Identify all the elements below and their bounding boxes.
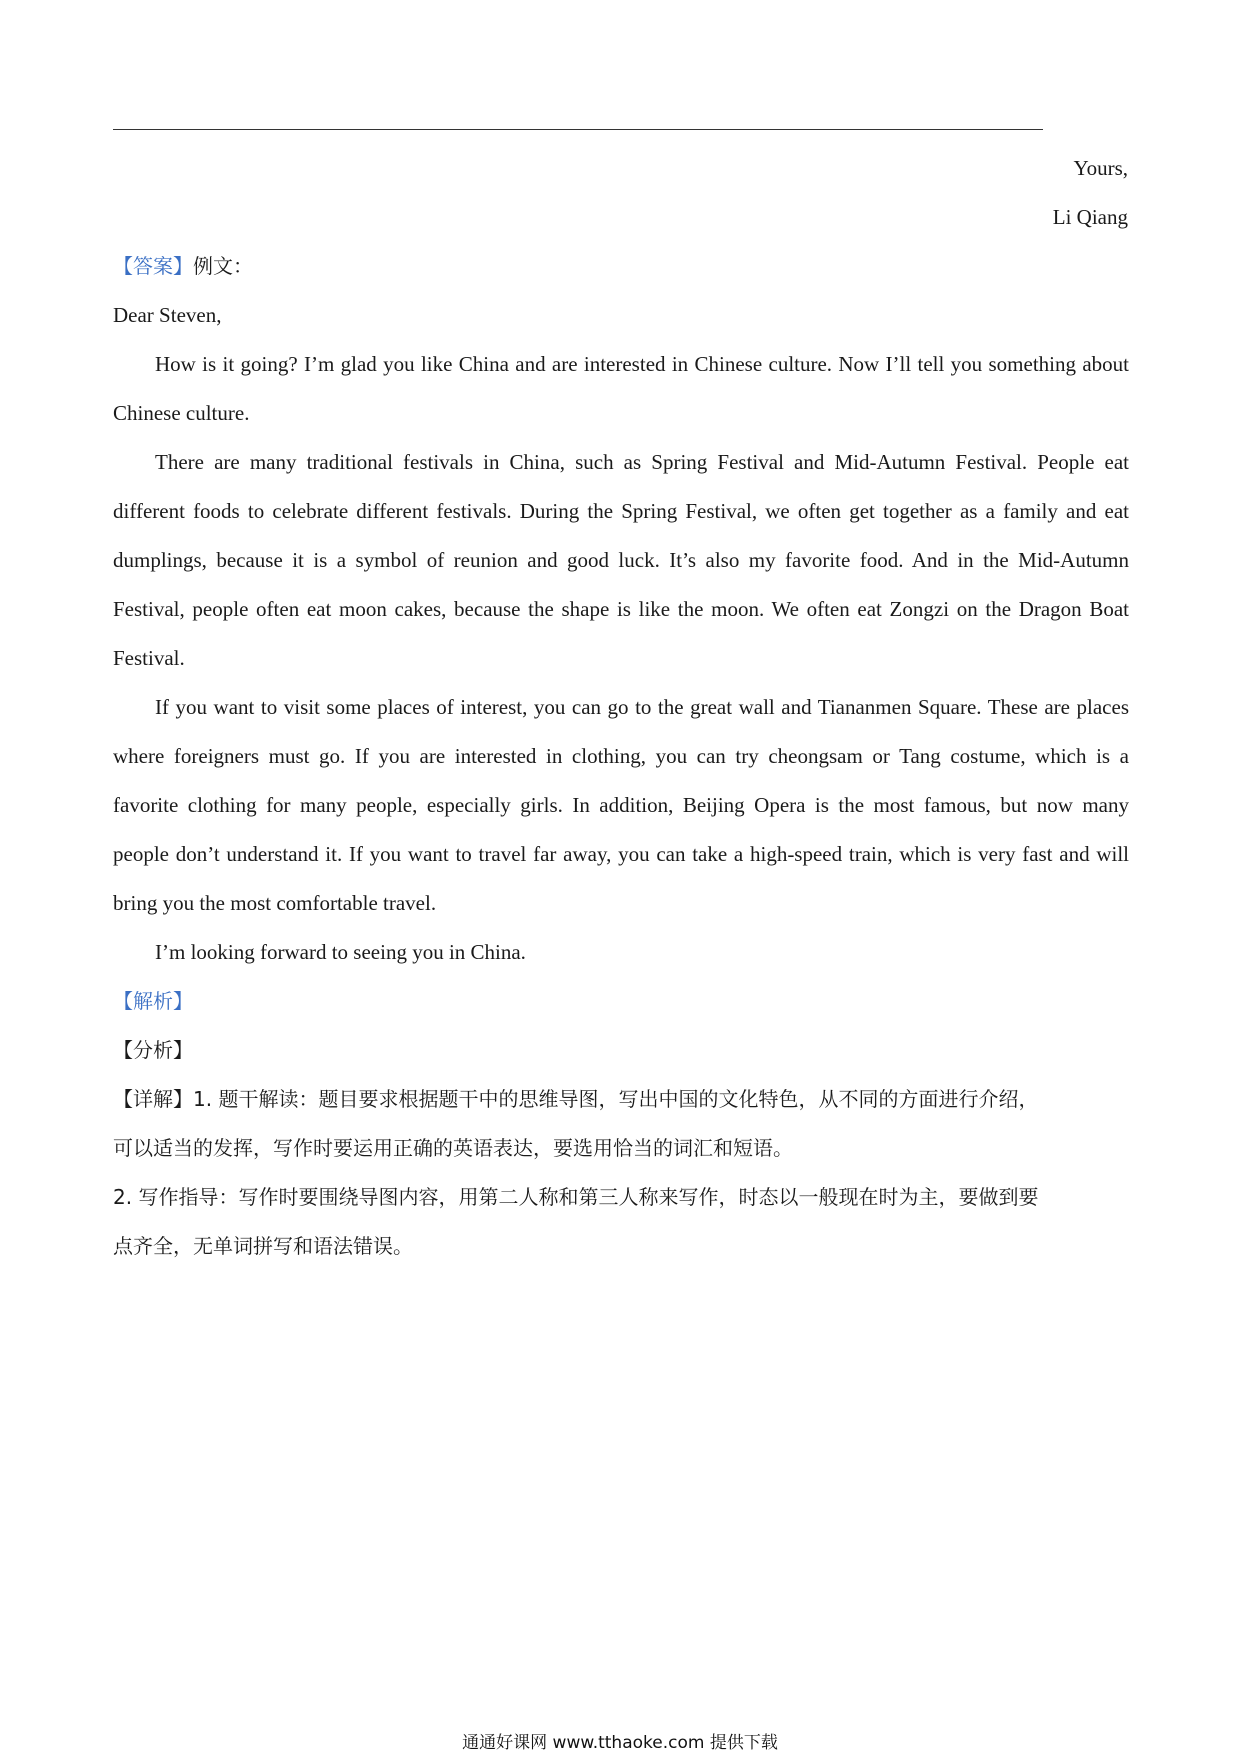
detail-label: 【详解】	[113, 1087, 193, 1111]
answer-line	[113, 129, 1043, 130]
essay-p1-line1: How is it going? I’m glad you like China and are interested in Chinese culture. Now I’ll tell you something about	[155, 352, 1129, 376]
essay-p2-line4: Festival, people often eat moon cakes, because the shape is like the moon. We often eat Zongzi on the Dragon Boat	[113, 597, 1129, 621]
essay-p4: I’m looking forward to seeing you in China.	[155, 940, 526, 964]
detail-line1	[113, 1087, 1129, 1111]
fenxi-label: 【分析】	[113, 1038, 193, 1062]
essay-p2-line1: There are many traditional festivals in China, such as Spring Festival and Mid-Autumn Festival. People eat	[155, 450, 1129, 474]
answer-label: 【答案】	[113, 254, 193, 278]
essay-p3-line1: If you want to visit some places of interest, you can go to the great wall and Tiananmen Square. These are places	[155, 695, 1129, 719]
closing-name: Li Qiang	[1052, 205, 1128, 229]
essay-p3-line2: where foreigners must go. If you are interested in clothing, you can try cheongsam or Tang costume, which is a	[113, 744, 1129, 768]
essay-p3-line4: people don’t understand it. If you want to travel far away, you can take a high-speed train, which is very fast and will	[113, 842, 1129, 866]
essay-p2-line3: dumplings, because it is a symbol of reunion and good luck. It’s also my favorite food. And in the Mid-Autumn	[113, 548, 1129, 572]
essay-p2-line5: Festival.	[113, 646, 185, 670]
detail-text: 1. 题干解读：题目要求根据题干中的思维导图，写出中国的文化特色，从不同的方面进行介绍，	[193, 1087, 1039, 1111]
essay-p3-line5: bring you the most comfortable travel.	[113, 891, 437, 915]
answer-text: 例文：	[193, 254, 253, 278]
analysis-label: 【解析】	[113, 989, 193, 1013]
essay-p1-line2: Chinese culture.	[113, 401, 250, 425]
essay-greeting: Dear Steven,	[113, 303, 222, 327]
essay-p3-line3: favorite clothing for many people, especially girls. In addition, Beijing Opera is the most famous, but now many	[113, 793, 1129, 817]
closing-yours: Yours,	[1073, 156, 1128, 180]
answer-heading	[113, 254, 1129, 278]
essay-p2-line2: different foods to celebrate different festivals. During the Spring Festival, we often get together as a family and eat	[113, 499, 1129, 523]
guide-line2: 点齐全，无单词拼写和语法错误。	[113, 1234, 413, 1258]
detail-line2: 可以适当的发挥，写作时要运用正确的英语表达，要选用恰当的词汇和短语。	[113, 1136, 793, 1160]
guide-line1: 2. 写作指导：写作时要围绕导图内容，用第二人称和第三人称来写作，时态以一般现在时为主，要做到要	[113, 1185, 1039, 1209]
page-footer: 通通好课网 www.tthaoke.com 提供下载	[462, 1733, 778, 1753]
